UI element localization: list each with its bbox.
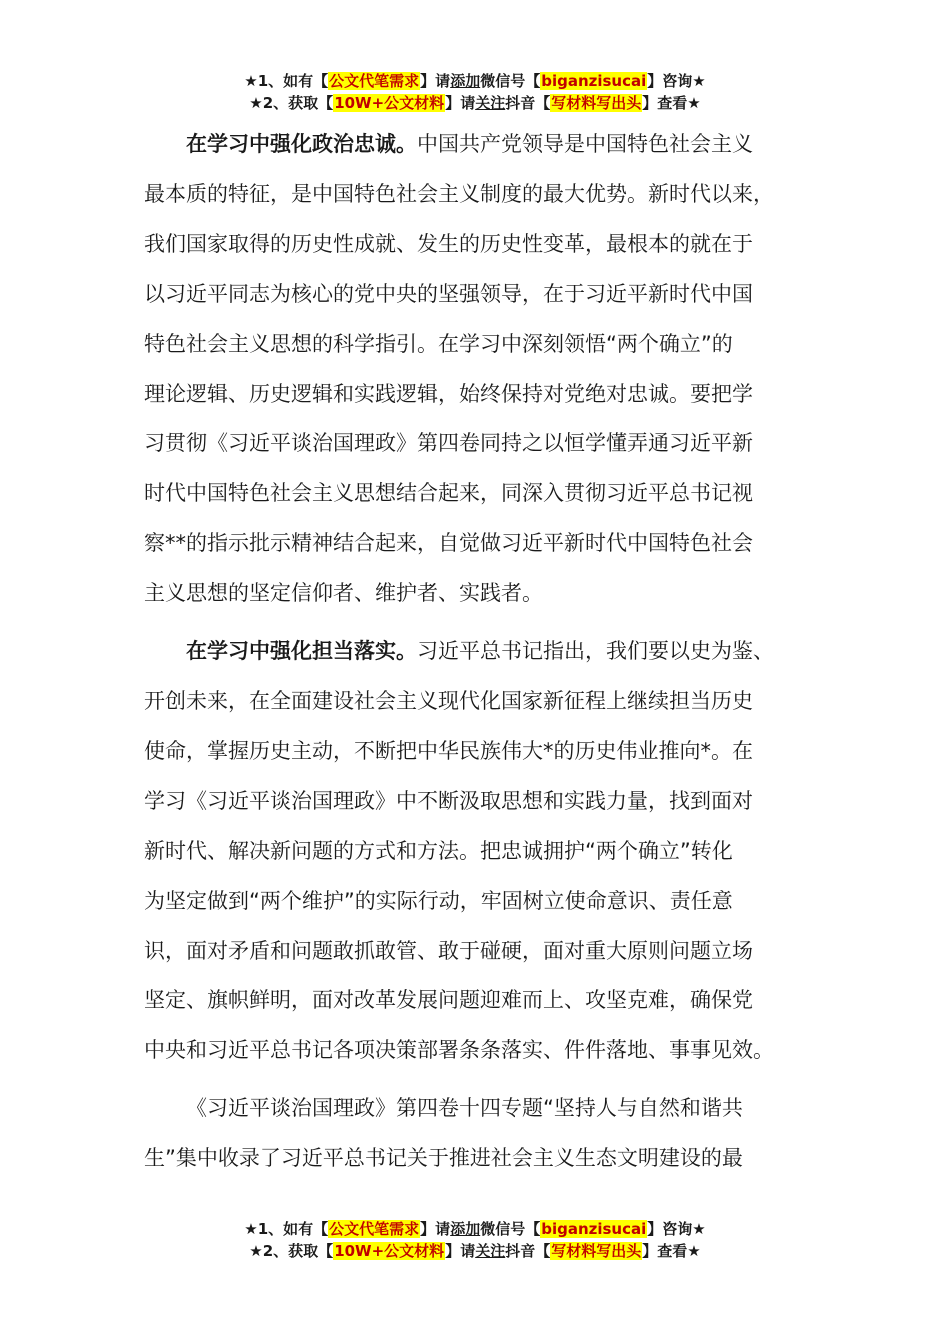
banner-line-1 — [0, 70, 950, 92]
paragraph-1 — [144, 120, 824, 619]
banner-text: ★1、如有【 — [244, 1220, 329, 1238]
text-line: 新时代、解决新问题的方式和方法。把忠诚拥护“两个确立”转化 — [144, 838, 733, 863]
banner-highlight: 公文代笔需求 — [329, 72, 420, 90]
text-line-fragment: 中国共产党领导是中国特色社会主义 — [417, 132, 753, 156]
text-line: 以习近平同志为核心的党中央的坚强领导，在于习近平新时代中国 — [144, 281, 753, 306]
banner-text: ★1、如有【 — [244, 72, 329, 90]
banner-highlight: biganzisucai — [541, 72, 647, 90]
text-line — [144, 627, 824, 677]
paragraph-heading: 在学习中强化政治忠诚。 — [186, 132, 417, 156]
banner-text: 微信号【 — [480, 1220, 541, 1238]
text-line: 主义思想的坚定信仰者、维护者、实践者。 — [144, 581, 543, 606]
text-line — [144, 120, 824, 170]
text-line: 使命，掌握历史主动，不断把中华民族伟大*的历史伟业推向*。在 — [144, 738, 753, 763]
text-line: 开创未来，在全面建设社会主义现代化国家新征程上继续担当历史 — [144, 688, 753, 713]
banner-text: 抖音【 — [505, 1242, 551, 1260]
banner-text: 】请 — [445, 94, 476, 112]
text-line: 学习《习近平谈治国理政》中不断汲取思想和实践力量，找到面对 — [144, 788, 753, 813]
text-line: 察**的指示批示精神结合起来，自觉做习近平新时代中国特色社会 — [144, 531, 753, 556]
text-line: 我们国家取得的历史性成就、发生的历史性变革，最根本的就在于 — [144, 231, 753, 256]
banner-text: ★2、获取【 — [249, 94, 334, 112]
text-line: 习贯彻《习近平谈治国理政》第四卷同持之以恒学懂弄通习近平新 — [144, 431, 753, 456]
banner-text: 】咨询★ — [647, 1220, 706, 1238]
header-banner-top — [0, 70, 950, 114]
text-line: 特色社会主义思想的科学指引。在学习中深刻领悟“两个确立”的 — [144, 331, 733, 356]
banner-line-2 — [0, 1240, 950, 1262]
banner-highlight: biganzisucai — [541, 1220, 647, 1238]
text-line-fragment: 习近平总书记指出，我们要以史为鉴、 — [417, 639, 774, 664]
banner-highlight: 公文代笔需求 — [329, 1220, 420, 1238]
banner-text: 】查看★ — [642, 1242, 701, 1260]
text-line: 识，面对矛盾和问题敢抓敢管、敢于碰硬，面对重大原则问题立场 — [144, 938, 753, 963]
text-line: 《习近平谈治国理政》第四卷十四专题“坚持人与自然和谐共 — [186, 1096, 743, 1121]
banner-underline: 添加 — [450, 72, 481, 90]
banner-text: 】请 — [420, 1220, 451, 1238]
banner-line-1 — [0, 1218, 950, 1240]
text-line: 中央和习近平总书记各项决策部署条条落实、件件落地、事事见效。 — [144, 1038, 774, 1063]
text-line: 时代中国特色社会主义思想结合起来，同深入贯彻习近平总书记视 — [144, 481, 753, 506]
text-line: 生”集中收录了习近平总书记关于推进社会主义生态文明建设的最 — [144, 1146, 743, 1171]
banner-underline: 添加 — [450, 1220, 481, 1238]
banner-text: ★2、获取【 — [249, 1242, 334, 1260]
text-line: 为坚定做到“两个维护”的实际行动，牢固树立使命意识、责任意 — [144, 888, 733, 913]
banner-underline: 关注 — [475, 94, 506, 112]
paragraph-3 — [144, 1084, 824, 1184]
banner-text: 】查看★ — [642, 94, 701, 112]
banner-text: 】请 — [420, 72, 451, 90]
banner-highlight: 10W+公文材料 — [334, 94, 445, 112]
banner-line-2 — [0, 92, 950, 114]
banner-text: 】咨询★ — [647, 72, 706, 90]
banner-text: 】请 — [445, 1242, 476, 1260]
banner-text: 微信号【 — [480, 72, 541, 90]
text-line: 最本质的特征，是中国特色社会主义制度的最大优势。新时代以来， — [144, 181, 774, 206]
banner-highlight: 写材料写出头 — [551, 1242, 642, 1260]
banner-highlight: 10W+公文材料 — [334, 1242, 445, 1260]
banner-underline: 关注 — [475, 1242, 506, 1260]
paragraph-gap — [144, 619, 824, 627]
text-line: 坚定、旗帜鲜明，面对改革发展问题迎难而上、攻坚克难，确保党 — [144, 988, 753, 1013]
text-line: 理论逻辑、历史逻辑和实践逻辑，始终保持对党绝对忠诚。要把学 — [144, 381, 753, 406]
header-banner-bottom — [0, 1218, 950, 1262]
paragraph-2 — [144, 627, 824, 1076]
paragraph-gap — [144, 1076, 824, 1084]
paragraph-heading: 在学习中强化担当落实。 — [186, 639, 417, 664]
document-body — [144, 120, 824, 1184]
banner-text: 抖音【 — [505, 94, 551, 112]
banner-highlight: 写材料写出头 — [551, 94, 642, 112]
